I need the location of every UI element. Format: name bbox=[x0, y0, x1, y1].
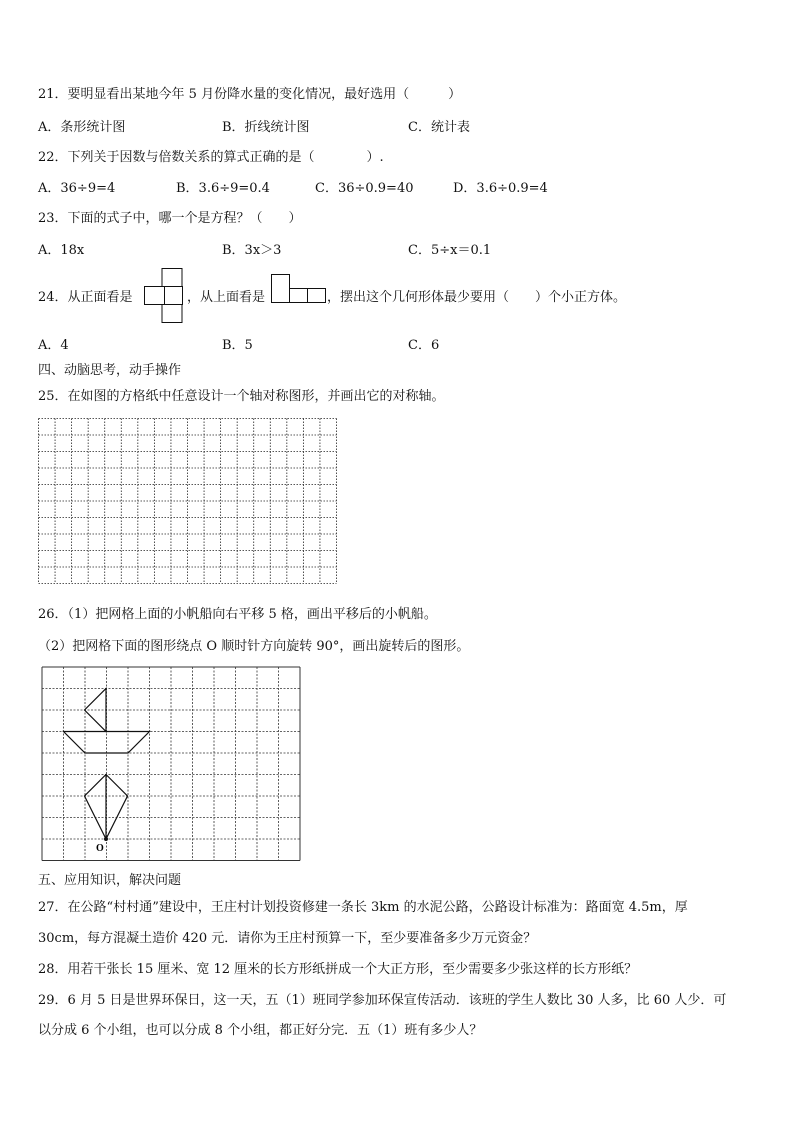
q24-stem-top: ，从上面看是 bbox=[187, 290, 266, 305]
q22-option-b[interactable]: B．3.6÷9=0.4 bbox=[176, 181, 270, 196]
q24-option-a[interactable]: A．4 bbox=[38, 338, 69, 353]
q24-option-b[interactable]: B．5 bbox=[222, 338, 253, 353]
top-view-figure bbox=[271, 274, 327, 304]
q29-line1: 29．6 月 5 日是世界环保日，这一天，五（1）班同学参加环保宣传活动．该班的学生人数比 30 人多，比 60 人少．可 bbox=[38, 993, 727, 1008]
q22-option-c[interactable]: C．36÷0.9=40 bbox=[315, 181, 414, 196]
section-five-heading: 五、应用知识，解决问题 bbox=[38, 873, 182, 888]
q21-option-c[interactable]: C．统计表 bbox=[408, 120, 470, 135]
q29-line2: 以分成 6 个小组，也可以分成 8 个小组，都正好分完．五（1）班有多少人？ bbox=[38, 1023, 483, 1038]
q23-option-b[interactable]: B．3x＞3 bbox=[222, 243, 282, 258]
q26-part2: （2）把网格下面的图形绕点 O 顺时针方向旋转 90°，画出旋转后的图形。 bbox=[38, 639, 470, 654]
q22-option-d[interactable]: D．3.6÷0.9=4 bbox=[453, 181, 548, 196]
q25-stem: 25．在如图的方格纸中任意设计一个轴对称图形，并画出它的对称轴。 bbox=[38, 389, 445, 404]
front-view-figure bbox=[144, 268, 186, 324]
q22-option-a[interactable]: A．36÷9=4 bbox=[38, 181, 116, 196]
q22-stem: 22．下列关于因数与倍数关系的算式正确的是（ ）. bbox=[38, 150, 384, 165]
point-o-label: O bbox=[96, 843, 104, 854]
q25-grid-paper[interactable] bbox=[38, 418, 338, 584]
q28-stem: 28．用若干张长 15 厘米、宽 12 厘米的长方形纸拼成一个大正方形，至少需要多少张这样的长方形纸？ bbox=[38, 962, 638, 977]
q24-option-c[interactable]: C．6 bbox=[408, 338, 440, 353]
q26-grid[interactable] bbox=[42, 667, 300, 861]
q21-stem: 21．要明显看出某地今年 5 月份降水量的变化情况，最好选用（ ） bbox=[38, 87, 462, 102]
q21-option-b[interactable]: B．折线统计图 bbox=[222, 120, 310, 135]
q23-option-c[interactable]: C．5÷x＝0.1 bbox=[408, 243, 492, 258]
q24-stem-end: ，摆出这个几何形体最少要用（ ）个小正方体。 bbox=[327, 290, 627, 305]
q24-stem-front: 24．从正面看是 bbox=[38, 290, 133, 305]
section-four-heading: 四、动脑思考，动手操作 bbox=[38, 363, 182, 378]
q23-option-a[interactable]: A．18x bbox=[38, 243, 85, 258]
point-o-marker bbox=[104, 837, 108, 841]
q27-line2: 30cm，每方混凝土造价 420 元．请你为王庄村预算一下，至少要准备多少万元资金？ bbox=[38, 931, 537, 946]
q27-line1: 27．在公路“村村通”建设中，王庄村计划投资修建一条长 3km 的水泥公路，公路设计标准为：路面宽 4.5m，厚 bbox=[38, 900, 688, 915]
q21-option-a[interactable]: A．条形统计图 bbox=[38, 120, 126, 135]
q26-part1: 26．（1）把网格上面的小帆船向右平移 5 格，画出平移后的小帆船。 bbox=[38, 607, 437, 622]
q23-stem: 23．下面的式子中，哪一个是方程？（ ） bbox=[38, 211, 302, 226]
